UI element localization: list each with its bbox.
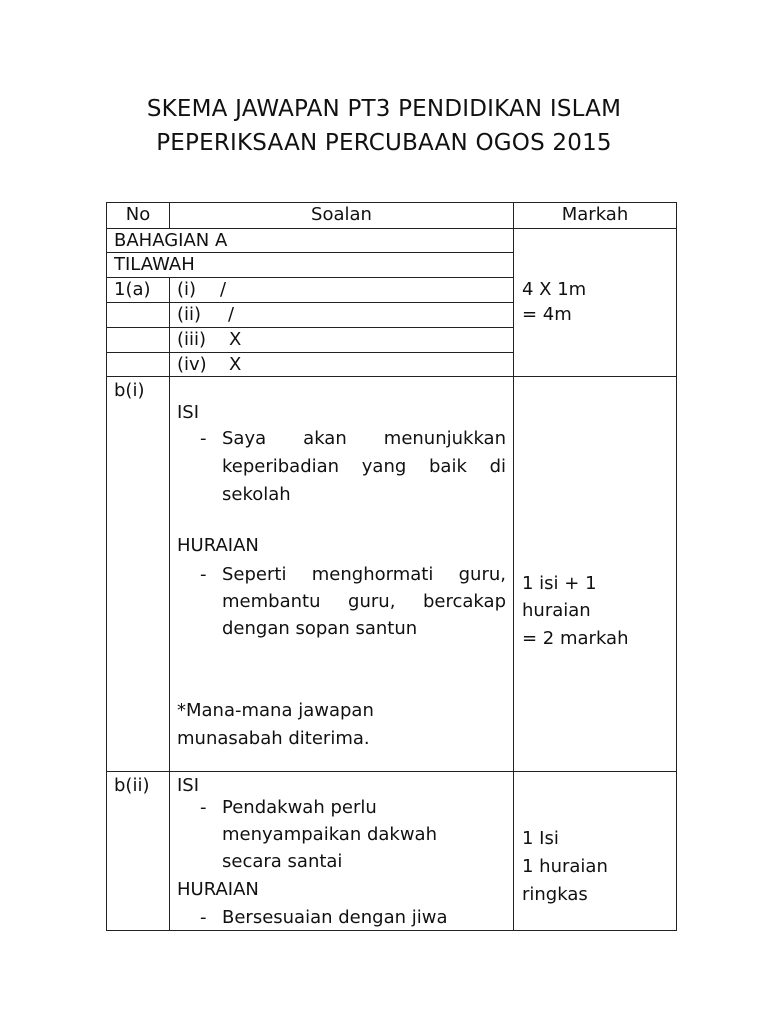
isi-point-line: keperibadian yang baik di xyxy=(222,456,506,477)
item-row xyxy=(169,327,514,353)
question-number-label: b(i) xyxy=(114,380,145,401)
isi-point-line: Pendakwah perlu xyxy=(222,797,377,818)
huraian-heading: HURAIAN xyxy=(177,879,259,900)
isi-point-line: Saya akan menunjukkan xyxy=(222,428,506,449)
document-title-line-1: SKEMA JAWAPAN PT3 PENDIDIKAN ISLAM xyxy=(146,96,622,122)
markah-line: ringkas xyxy=(522,884,588,905)
huraian-point-line: dengan sopan santun xyxy=(222,618,418,639)
document-title-line-2: PEPERIKSAAN PERCUBAAN OGOS 2015 xyxy=(156,130,612,156)
item-label: (i) xyxy=(177,279,197,300)
markah-line: 1 huraian xyxy=(522,856,608,877)
markah-line-1: 4 X 1m xyxy=(522,279,587,300)
answer-bi xyxy=(169,376,514,772)
isi-point-line: secara santai xyxy=(222,851,343,872)
huraian-heading: HURAIAN xyxy=(177,535,259,556)
markah-line: huraian xyxy=(522,600,591,621)
huraian-point-line: Bersesuaian dengan jiwa xyxy=(222,907,448,928)
bullet-dash: - xyxy=(200,428,207,449)
markah-line: 1 Isi xyxy=(522,828,559,849)
huraian-point-line: membantu guru, bercakap xyxy=(222,591,506,612)
note-line: munasabah diterima. xyxy=(177,728,370,749)
question-number-1a: 1(a) xyxy=(106,277,170,303)
isi-point-line: menyampaikan dakwah xyxy=(222,824,437,845)
question-number-bii xyxy=(106,771,170,931)
item-answer: X xyxy=(229,329,242,350)
item-row xyxy=(169,277,514,303)
answer-bii xyxy=(169,771,514,931)
markah-section-a xyxy=(513,228,677,377)
note-line: *Mana-mana jawapan xyxy=(177,700,374,721)
question-number-bi xyxy=(106,376,170,772)
section-tilawah: TILAWAH xyxy=(106,252,514,278)
item-answer: / xyxy=(228,304,235,325)
item-answer: / xyxy=(220,279,227,300)
empty-no-cell xyxy=(106,327,170,353)
markah-line: 1 isi + 1 xyxy=(522,573,597,594)
isi-heading: ISI xyxy=(177,775,200,796)
header-markah: Markah xyxy=(513,202,677,229)
huraian-point-line: Seperti menghormati guru, xyxy=(222,564,506,585)
isi-point-line: sekolah xyxy=(222,484,291,505)
markah-bi xyxy=(513,376,677,772)
item-row xyxy=(169,352,514,377)
isi-heading: ISI xyxy=(177,402,200,423)
header-no: No xyxy=(106,202,170,229)
section-bahagian-a: BAHAGIAN A xyxy=(106,228,514,253)
empty-no-cell xyxy=(106,352,170,377)
markah-bii xyxy=(513,771,677,931)
item-row xyxy=(169,302,514,328)
bullet-dash: - xyxy=(200,907,207,928)
question-number-label: b(ii) xyxy=(114,775,150,796)
markah-line-2: = 4m xyxy=(522,304,572,325)
bullet-dash: - xyxy=(200,797,207,818)
item-label: (iii) xyxy=(177,329,207,350)
item-label: (ii) xyxy=(177,304,202,325)
item-label: (iv) xyxy=(177,354,207,375)
bullet-dash: - xyxy=(200,564,207,585)
item-answer: X xyxy=(229,354,242,375)
empty-no-cell xyxy=(106,302,170,328)
header-soalan: Soalan xyxy=(169,202,514,229)
markah-line: = 2 markah xyxy=(522,628,629,649)
